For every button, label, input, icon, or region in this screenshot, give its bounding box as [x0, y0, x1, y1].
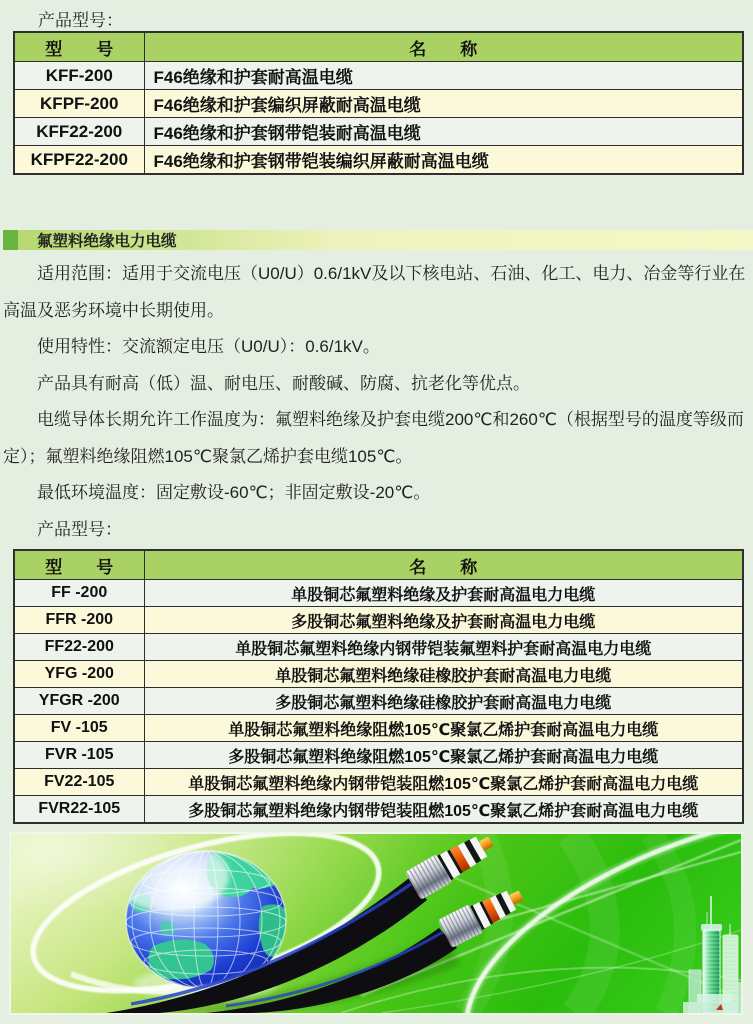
section-header-bar [3, 230, 753, 250]
name-cell: 多股铜芯氟塑料绝缘硅橡胶护套耐高温电力电缆 [144, 688, 743, 715]
table-header-row [14, 32, 743, 62]
name-cell: 多股铜芯氟塑料绝缘内钢带铠装阻燃105℃聚氯乙烯护套耐高温电力电缆 [144, 796, 743, 824]
model-cell: FFR -200 [14, 607, 144, 634]
name-column-header: 名 称 [144, 32, 743, 62]
table-row [14, 607, 743, 634]
model-cell: FF -200 [14, 580, 144, 607]
name-cell: 多股铜芯氟塑料绝缘及护套耐高温电力电缆 [144, 607, 743, 634]
table-row [14, 661, 743, 688]
table-row [14, 118, 743, 146]
paragraph: 使用特性：交流额定电压（U0/U）：0.6/1kV。 [37, 337, 380, 356]
table-row [14, 62, 743, 90]
model-cell: YFGR -200 [14, 688, 144, 715]
name-cell: 单股铜芯氟塑料绝缘阻燃105℃聚氯乙烯护套耐高温电力电缆 [144, 715, 743, 742]
model-cell: FV -105 [14, 715, 144, 742]
model-column-header: 型 号 [14, 32, 144, 62]
model-table-f46 [13, 31, 744, 175]
paragraph-list [3, 256, 751, 512]
name-cell: F46绝缘和护套耐高温电缆 [144, 62, 743, 90]
table-row [14, 796, 743, 824]
name-column-header: 名 称 [144, 550, 743, 580]
model-cell: KFF-200 [14, 62, 144, 90]
model-label: 产品型号： [37, 519, 122, 539]
model-cell: FVR22-105 [14, 796, 144, 824]
name-cell: F46绝缘和护套钢带铠装编织屏蔽耐高温电缆 [144, 146, 743, 175]
paragraph: 电缆导体长期允许工作温度为：氟塑料绝缘及护套电缆200℃和260℃（根据型号的温度等级而定）；氟塑料绝缘阻燃105℃聚氯乙烯护套电缆105℃。 [3, 410, 744, 466]
name-cell: 单股铜芯氟塑料绝缘及护套耐高温电力电缆 [144, 580, 743, 607]
table-header-row [14, 550, 743, 580]
name-cell: 单股铜芯氟塑料绝缘内钢带铠装氟塑料护套耐高温电力电缆 [144, 634, 743, 661]
model-cell: FVR -105 [14, 742, 144, 769]
paragraph: 适用范围：适用于交流电压（U0/U）0.6/1kV及以下核电站、石油、化工、电力、冶金等行业在高温及恶劣环境中长期使用。 [3, 264, 746, 320]
model-cell: YFG -200 [14, 661, 144, 688]
table-row [14, 715, 743, 742]
model-cell: KFPF-200 [14, 90, 144, 118]
model-table-power-cable [13, 549, 744, 824]
model-cell: FF22-200 [14, 634, 144, 661]
name-cell: 多股铜芯氟塑料绝缘阻燃105℃聚氯乙烯护套耐高温电力电缆 [144, 742, 743, 769]
hero-banner-image [9, 832, 743, 1015]
table-row [14, 688, 743, 715]
paragraph: 最低环境温度：固定敷设-60℃；非固定敷设-20℃。 [37, 483, 431, 502]
model-column-header: 型 号 [14, 550, 144, 580]
paragraph: 产品具有耐高（低）温、耐电压、耐酸碱、防腐、抗老化等优点。 [37, 373, 530, 393]
name-cell: 单股铜芯氟塑料绝缘内钢带铠装阻燃105℃聚氯乙烯护套耐高温电力电缆 [144, 769, 743, 796]
model-cell: FV22-105 [14, 769, 144, 796]
model-cell: KFPF22-200 [14, 146, 144, 175]
intro-label: 产品型号： [38, 11, 123, 30]
name-cell: F46绝缘和护套编织屏蔽耐高温电缆 [144, 90, 743, 118]
table-row [14, 146, 743, 175]
table-row [14, 580, 743, 607]
table-row [14, 742, 743, 769]
table-row [14, 769, 743, 796]
table-row [14, 90, 743, 118]
section-body [3, 256, 751, 548]
model-cell: KFF22-200 [14, 118, 144, 146]
name-cell: F46绝缘和护套钢带铠装耐高温电缆 [144, 118, 743, 146]
section-title: 氟塑料绝缘电力电缆 [37, 233, 177, 250]
name-cell: 单股铜芯氟塑料绝缘硅橡胶护套耐高温电力电缆 [144, 661, 743, 688]
table-row [14, 634, 743, 661]
